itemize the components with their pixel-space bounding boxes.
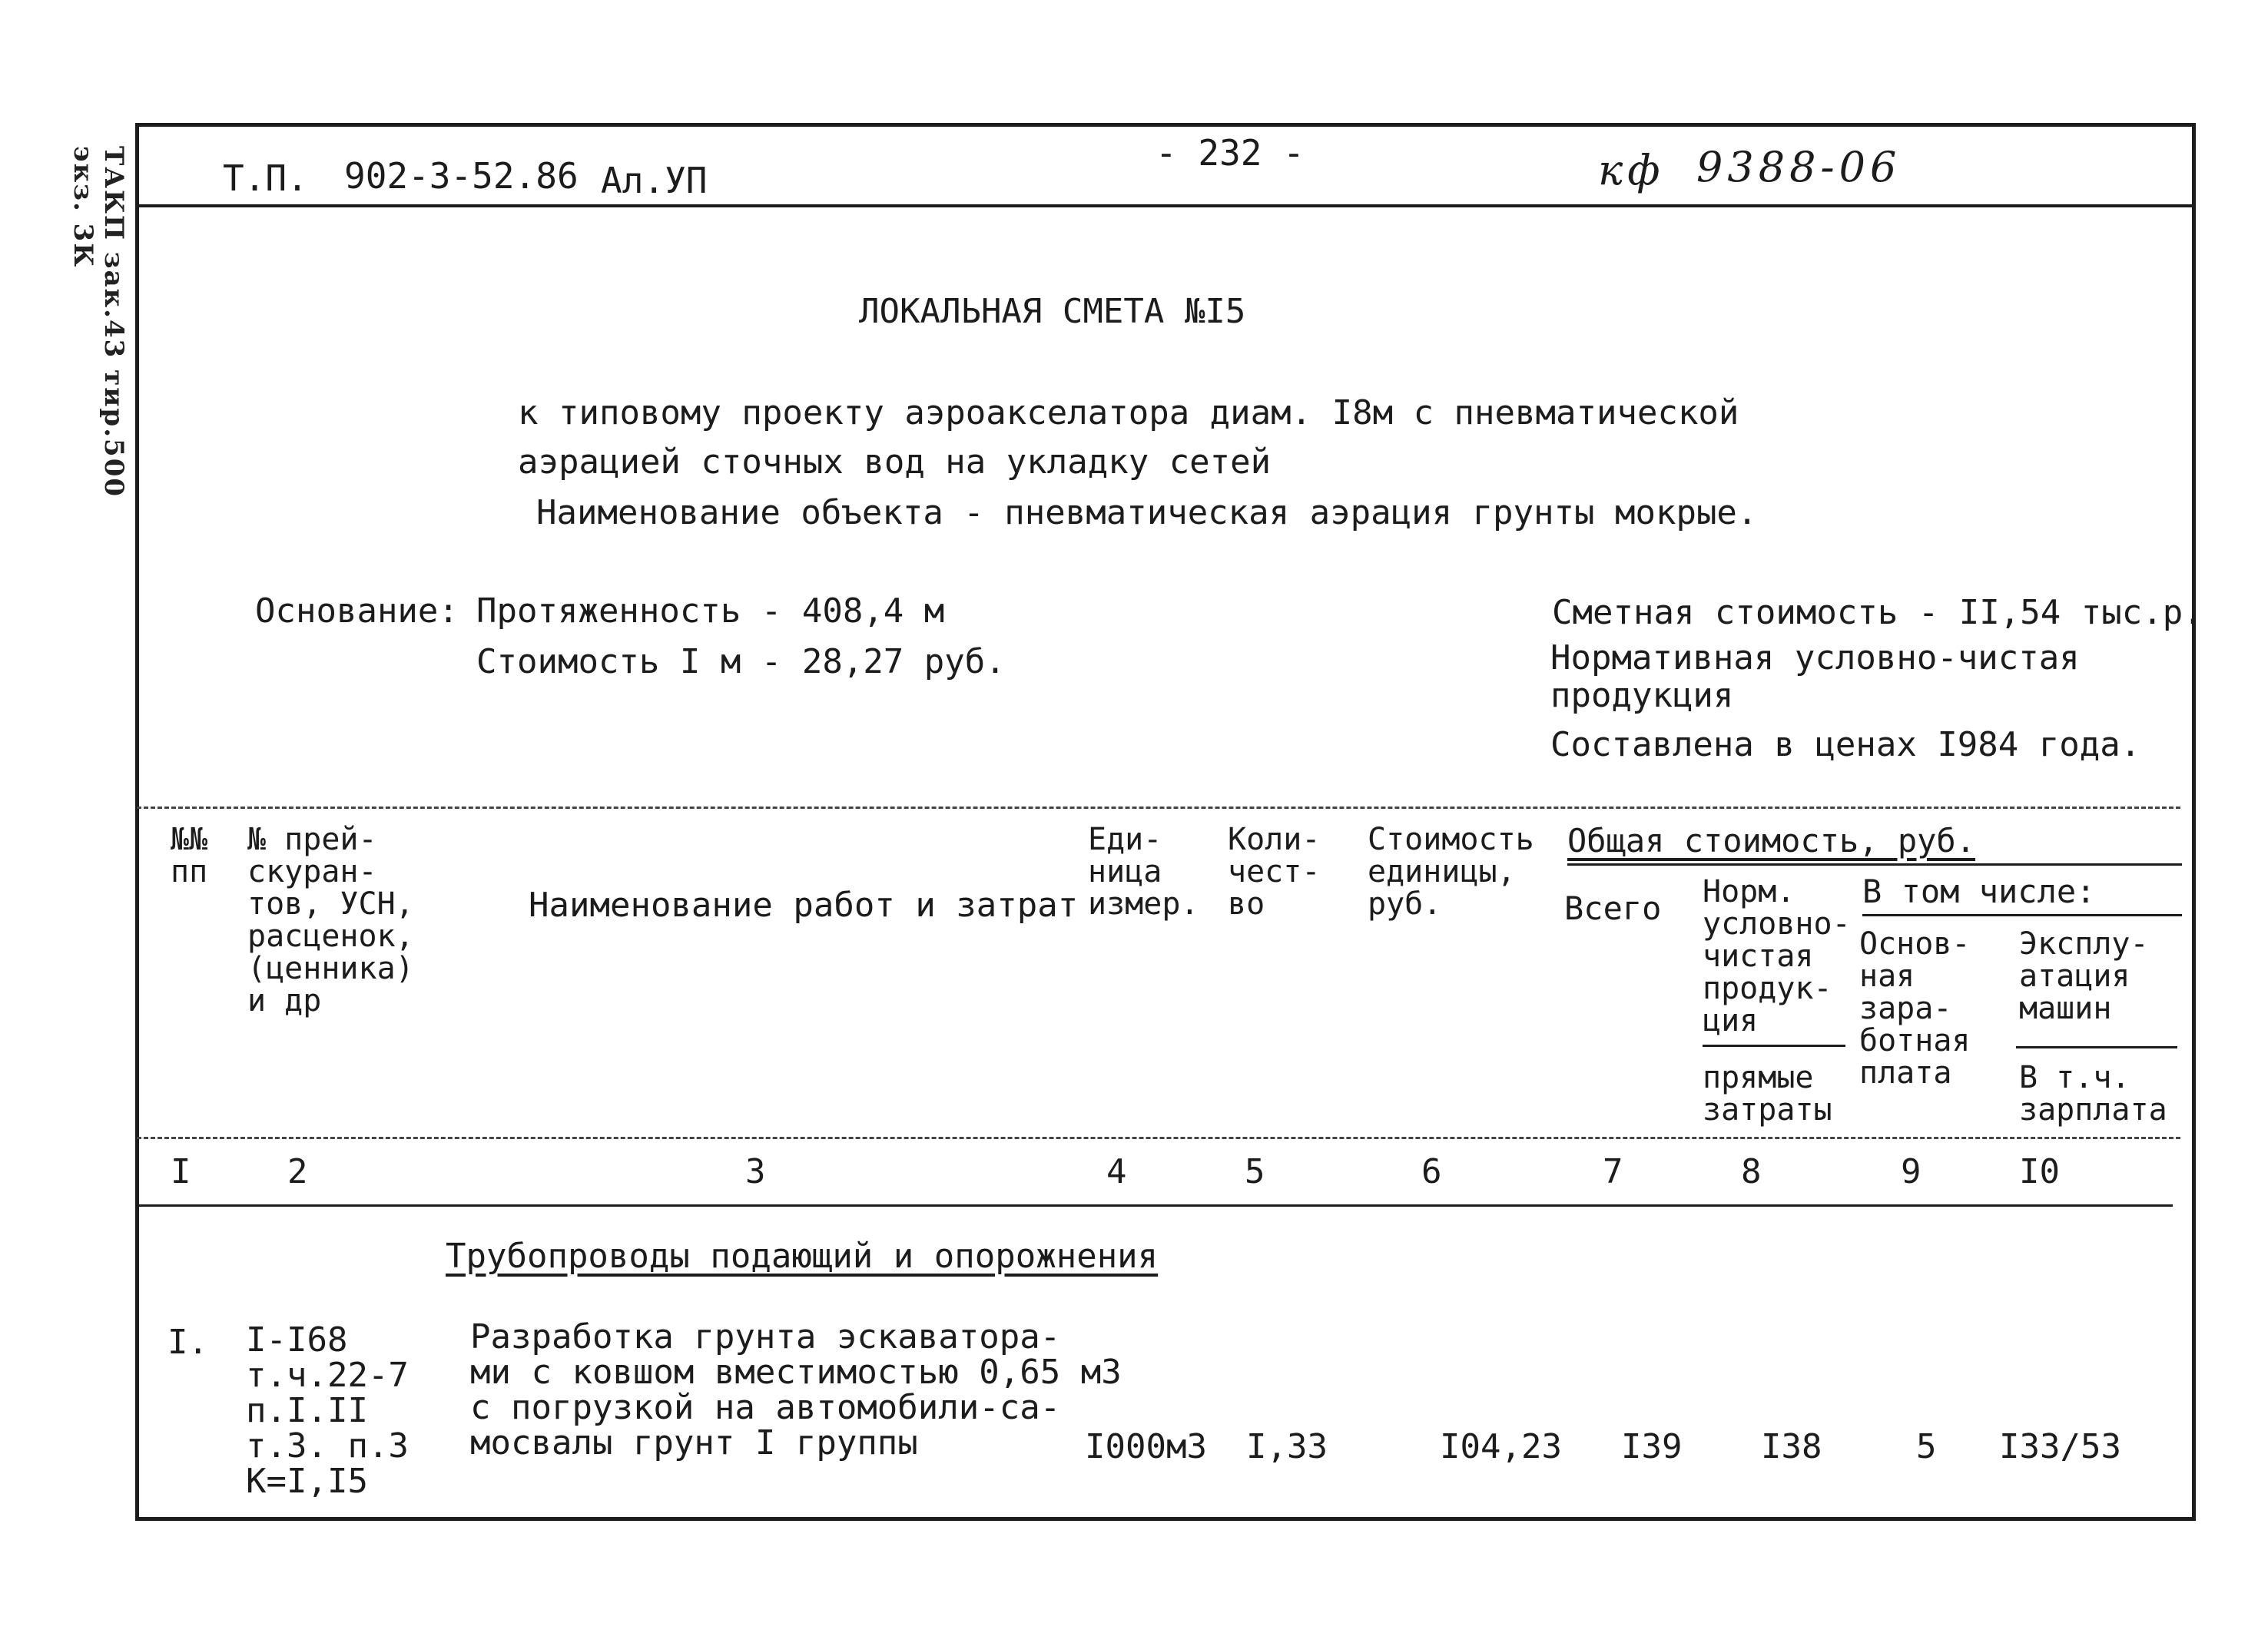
normative-output-cont: продукция (1550, 676, 1734, 715)
price-base: Составлена в ценах I984 года. (1550, 725, 2141, 764)
col-header-1: №№ пп (171, 822, 208, 889)
col-number-7: 7 (1603, 1152, 1623, 1191)
document-title: ЛОКАЛЬНАЯ СМЕТА №I5 (859, 292, 1246, 331)
row-work-name: Разработка грунта эскаватора- ми с ковшом вместимостью 0,65 м3 с погрузкой на автомобили-са- мосвалы грунт I группы (470, 1317, 1122, 1462)
header-divider (135, 204, 2196, 207)
col-number-5: 5 (1245, 1152, 1265, 1191)
col-number-4: 4 (1106, 1152, 1127, 1191)
object-name: Наименование объекта - пневматическая аэрация грунты мокрые. (536, 493, 1758, 532)
header-stamp-number: 9388-06 (1696, 143, 1902, 191)
row-machine-operation: I33/53 (1999, 1427, 2121, 1466)
col-number-8: 8 (1741, 1152, 1762, 1191)
col-header-7: Всего (1564, 889, 1662, 927)
table-top-line (137, 807, 2180, 809)
section-title: Трубопроводы подающий и опорожнения (446, 1237, 1159, 1276)
header-stamp-prefix: кф (1598, 146, 1665, 194)
header-bottom-line (137, 1137, 2180, 1139)
header-page-number: - 232 - (1156, 132, 1305, 174)
col-header-3: Наименование работ и затрат (529, 886, 1079, 925)
column-numbers-line (137, 1204, 2173, 1207)
header-project: Т.П. (223, 157, 308, 199)
row-unit-cost: I04,23 (1440, 1427, 1562, 1466)
col-header-8a: Норм. условно- чистая продук- ция (1703, 874, 1851, 1038)
description-line-1: к типовому проекту аэроакселатора диам. I8м с пневматической (518, 393, 1739, 432)
row-unit: I000м3 (1085, 1427, 1207, 1466)
col-header-5: Коли- чест- во (1228, 822, 1321, 922)
row-normative-output: I38 (1761, 1427, 1822, 1466)
col-group-total-cost: Общая стоимость, руб. (1567, 822, 1976, 860)
col-number-1: I (171, 1152, 191, 1191)
col8-divider (1703, 1045, 1845, 1047)
row-price-code: I-I68 т.ч.22-7 п.I.II т.3. п.3 К=I,I5 (246, 1320, 409, 1501)
row-total: I39 (1621, 1427, 1683, 1466)
col-number-10: I0 (2019, 1152, 2060, 1191)
estimated-cost: Сметная стоимость - II,54 тыс.р. (1552, 593, 2203, 632)
col-header-10a: Эксплу- атация машин (2019, 926, 2149, 1026)
header-project-code: 902-3-52.86 (344, 155, 579, 197)
basis-label: Основание: (255, 591, 459, 631)
margin-note: ТАКП зак.43 тир.500 экз. 3К (68, 146, 129, 499)
col-header-9: Основ- ная зара- ботная плата (1859, 926, 1971, 1091)
col10-divider (2016, 1046, 2177, 1048)
row-base-wage: 5 (1916, 1427, 1937, 1466)
col-number-2: 2 (287, 1152, 308, 1191)
row-quantity: I,33 (1246, 1427, 1328, 1466)
description-line-2: аэрацией сточных вод на укладку сетей (518, 442, 1272, 482)
col-number-6: 6 (1421, 1152, 1442, 1191)
row-number: I. (167, 1323, 208, 1362)
basis-unit-cost: Стоимость I м - 28,27 руб. (476, 642, 1006, 681)
basis-length: Протяженность - 408,4 м (476, 591, 945, 631)
col-header-6: Стоимость единицы, руб. (1368, 822, 1534, 922)
col-subgroup-including: В том числе: (1862, 873, 2096, 910)
col-header-2: № прей- скуран- тов, УСН, расценок, (ценника) и др (247, 822, 414, 1019)
header-album: Ал.УП (601, 160, 708, 201)
col-header-4: Еди- ница измер. (1088, 822, 1199, 922)
col-header-10b: В т.ч. зарплата (2019, 1060, 2167, 1128)
group-underline (1567, 863, 2182, 866)
col-number-3: 3 (745, 1152, 766, 1191)
col-header-8b: прямые затраты (1703, 1060, 1832, 1128)
subgroup-underline (1862, 914, 2182, 916)
normative-output: Нормативная условно-чистая (1550, 638, 2080, 677)
col-number-9: 9 (1901, 1152, 1922, 1191)
